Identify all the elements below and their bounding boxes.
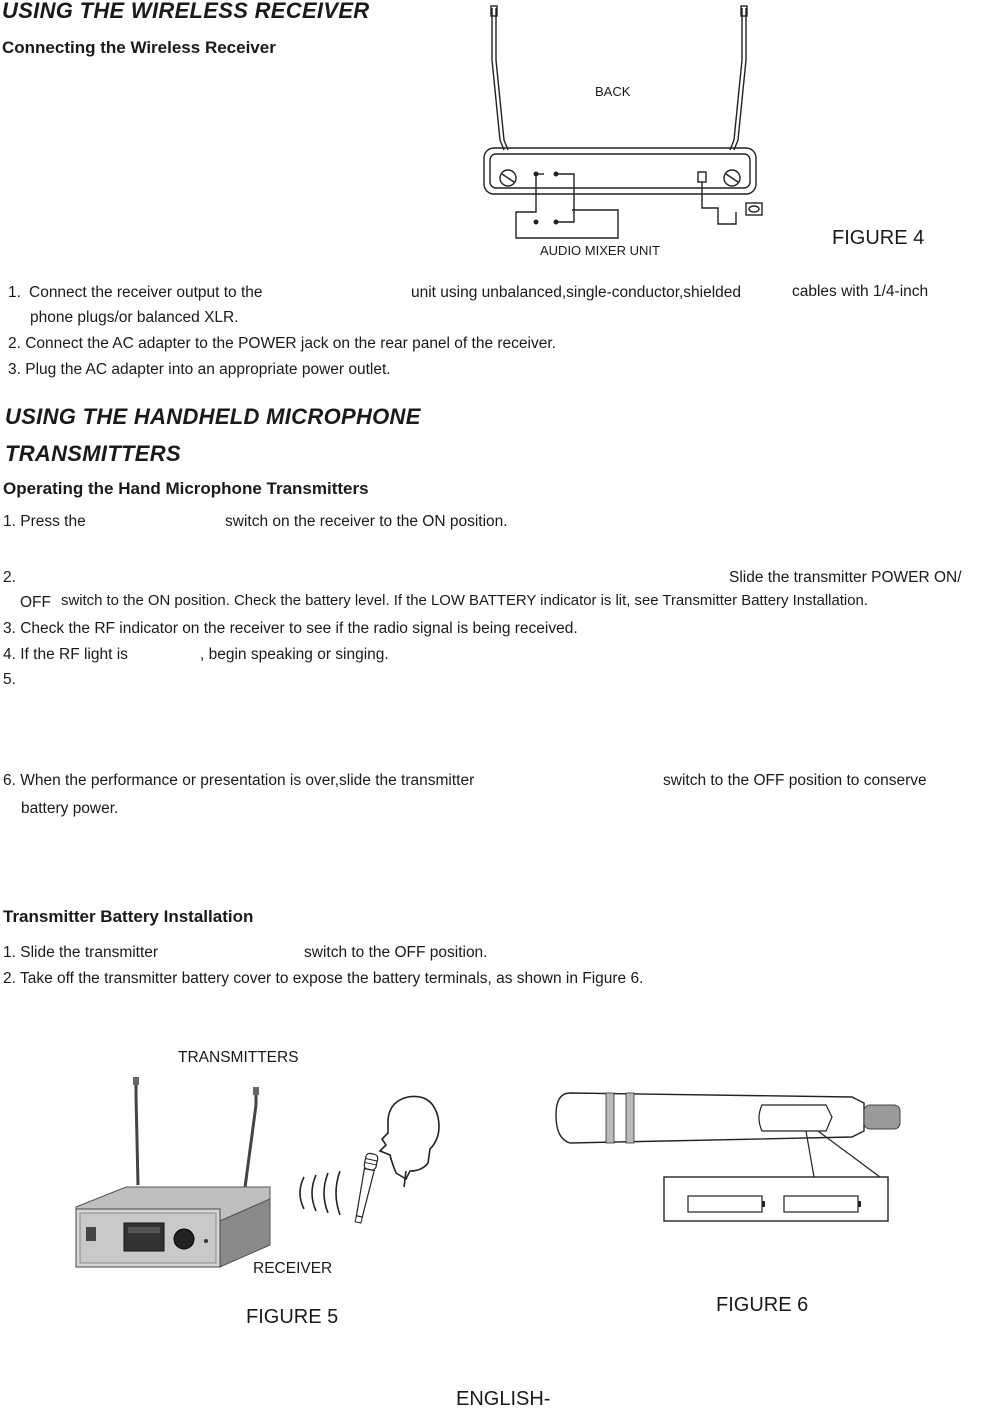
figure-4-back-label: BACK <box>595 84 631 99</box>
figure-5-transmitters-label: TRANSMITTERS <box>178 1049 299 1066</box>
receiver-step-1-text-b: unit using unbalanced,single-conductor,shielded <box>411 284 742 301</box>
figure-5-caption: FIGURE 5 <box>246 1306 339 1328</box>
handheld-step-2-number: 2. <box>3 569 16 586</box>
handheld-step-2-text-c: switch to the ON position. Check the battery level. If the LOW BATTERY indicator is lit, see Transmitter Battery Installation. <box>61 593 868 609</box>
figure-5-receiver-label: RECEIVER <box>253 1260 333 1277</box>
figure-4-mixer-label: AUDIO MIXER UNIT <box>540 243 660 258</box>
figure-4-diagram <box>480 0 780 260</box>
handheld-step-6-text-a: 6. When the performance or presentation is over,slide the transmitter <box>3 772 475 789</box>
handheld-section-title-line-1: USING THE HANDHELD MICROPHONE <box>5 404 421 429</box>
battery-step-1-text-a: 1. Slide the transmitter <box>3 944 159 961</box>
antenna-right <box>730 8 742 150</box>
receiver-antenna-left <box>136 1081 138 1185</box>
handheld-step-5-number: 5. <box>3 671 16 688</box>
mic-body-outline <box>556 1093 864 1143</box>
receiver-chassis <box>484 148 756 194</box>
receiver-step-3: 3. Plug the AC adapter into an appropriate power outlet. <box>8 361 391 378</box>
receiver-step-1-text-c: cables with 1/4-inch <box>792 283 929 300</box>
handheld-step-2-text-a: Slide the transmitter POWER ON/ <box>729 569 962 586</box>
handheld-step-4-text-b: , begin speaking or singing. <box>200 646 389 663</box>
receiver-section-title: USING THE WIRELESS RECEIVER <box>2 0 370 23</box>
receiver-step-1-number: 1. <box>8 284 21 301</box>
handheld-step-4-text-a: 4. If the RF light is <box>3 646 128 663</box>
battery-step-1-text-b: switch to the OFF position. <box>304 944 488 961</box>
microphone-head <box>363 1153 378 1171</box>
mic-tip <box>864 1105 900 1129</box>
figure-6-illustration <box>552 1085 912 1230</box>
receiver-step-1-text-d: phone plugs/or balanced XLR. <box>30 309 239 326</box>
handheld-step-1-text-a: 1. Press the <box>3 513 86 530</box>
receiver-antenna-right <box>244 1091 256 1195</box>
battery-right <box>784 1196 858 1212</box>
handheld-step-6-text-c: battery power. <box>21 800 119 817</box>
singer-head-outline <box>380 1096 439 1179</box>
battery-left <box>688 1196 762 1212</box>
handheld-step-1-text-b: switch on the receiver to the ON position. <box>225 513 508 530</box>
receiver-step-2: 2. Connect the AC adapter to the POWER jack on the rear panel of the receiver. <box>8 335 556 352</box>
receiver-section-subtitle: Connecting the Wireless Receiver <box>2 38 276 57</box>
microphone-body <box>354 1169 374 1218</box>
handheld-step-2-text-b: OFF <box>20 594 51 611</box>
figure-4-caption: FIGURE 4 <box>832 227 925 249</box>
handheld-section-title-line-2: TRANSMITTERS <box>5 441 181 466</box>
battery-section-subtitle: Transmitter Battery Installation <box>3 907 254 926</box>
handheld-step-3: 3. Check the RF indicator on the receiver to see if the radio signal is being received. <box>3 620 578 637</box>
receiver-volume-knob <box>174 1229 194 1249</box>
figure-6-caption: FIGURE 6 <box>716 1294 809 1316</box>
receiver-step-1-text-a: Connect the receiver output to the <box>29 284 263 301</box>
handheld-step-6-text-b: switch to the OFF position to conserve <box>663 772 927 789</box>
figure-5-illustration <box>70 1075 450 1270</box>
handheld-section-subtitle: Operating the Hand Microphone Transmitters <box>3 479 369 498</box>
battery-step-2: 2. Take off the transmitter battery cover to expose the battery terminals, as shown in Figure 6. <box>3 970 644 987</box>
page-footer-language: ENGLISH- <box>456 1388 551 1410</box>
